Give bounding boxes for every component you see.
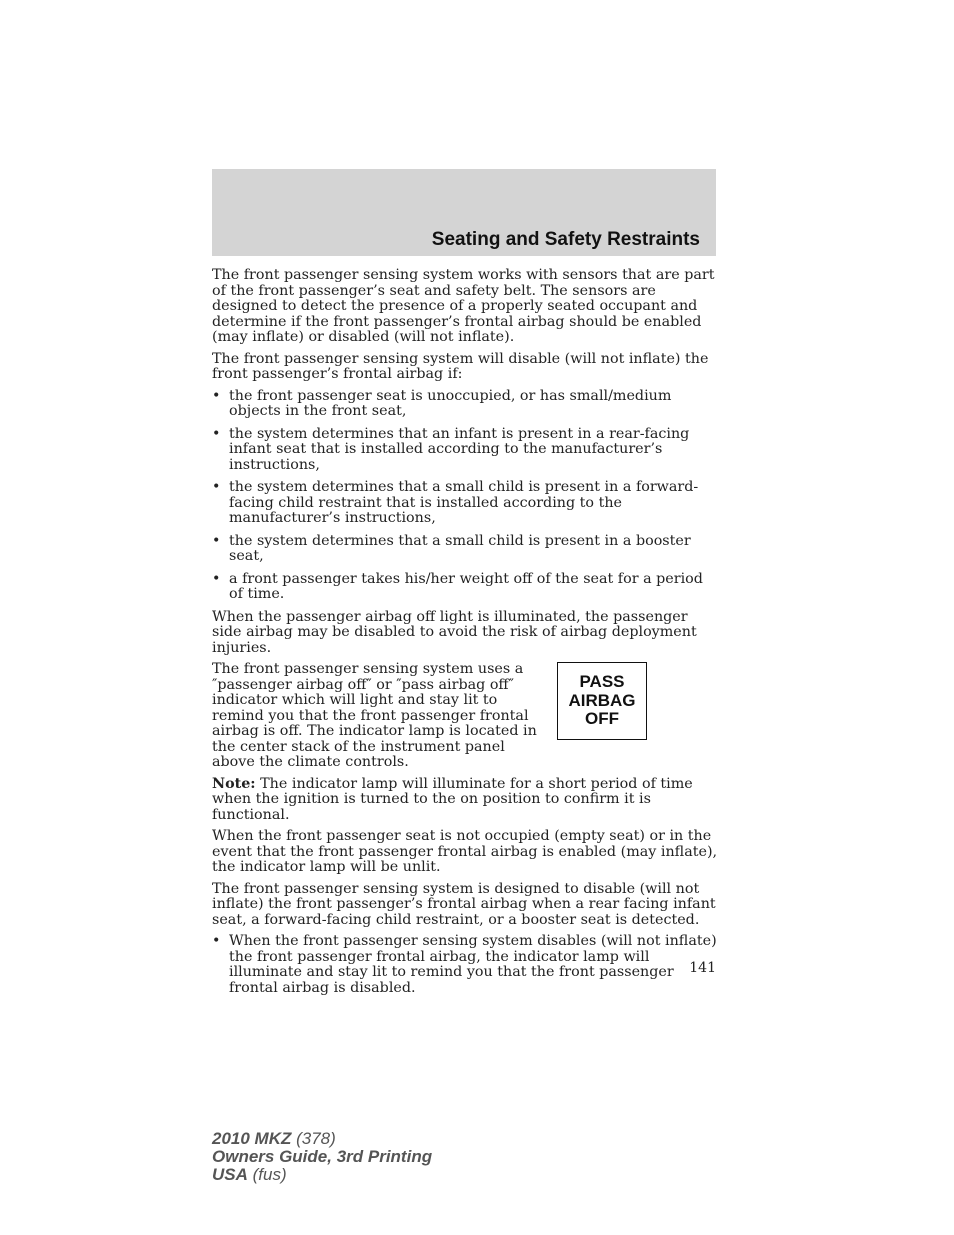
page-content	[212, 268, 718, 1003]
footer	[212, 1130, 432, 1184]
list-item: • the system determines that an infant is present in a rear-facing infant seat that is installed according to the manufacturer’s instructions,	[212, 427, 718, 474]
footer-region-line	[212, 1166, 432, 1184]
note-paragraph	[212, 777, 718, 824]
footer-region-code: (fus)	[252, 1165, 287, 1184]
section-title: Seating and Safety Restraints	[431, 229, 700, 250]
indicator-line-2: AIRBAG	[568, 690, 636, 710]
note-label: Note:	[212, 775, 256, 792]
airbag-off-light-paragraph: When the passenger airbag off light is illuminated, the passenger side airbag may be disabled to avoid the risk of airbag deployment injuries.	[212, 608, 697, 656]
disable-conditions-list	[212, 389, 718, 603]
unoccupied-paragraph: When the front passenger seat is not occupied (empty seat) or in the event that the front passenger frontal airbag is enabled (may inflate), the indicator lamp will be unlit.	[212, 828, 718, 875]
list-item: • the front passenger seat is unoccupied, or has small/medium objects in the front seat,	[212, 389, 718, 420]
section-header-band	[212, 169, 716, 256]
intro-paragraph: The front passenger sensing system works with sensors that are part of the front passenger’s seat and safety belt. The sensors are designed to detect the presence of a properly seated occupant and determine if the front passenger’s frontal airbag should be enabled (may inflate) or disabled (will not inflate).	[212, 267, 715, 345]
note-text: The indicator lamp will illuminate for a short period of time when the ignition is turned to the on position to confirm it is functional.	[212, 775, 693, 823]
footer-model-line	[212, 1130, 432, 1148]
list-item: • a front passenger takes his/her weight off of the seat for a period of time.	[212, 572, 718, 603]
list-item: • When the front passenger sensing system disables (will not inflate) the front passenger frontal airbag, the indicator lamp will illuminate and stay lit to remind you that the front passenger frontal airbag is disabled.	[212, 934, 718, 996]
page-number: 141	[689, 960, 716, 976]
list-item: • the system determines that a small child is present in a forward-facing child restraint that is installed according to the manufacturer’s instructions,	[212, 480, 718, 527]
indicator-line-3: OFF	[585, 709, 619, 729]
indicator-paragraph: The front passenger sensing system uses a ″passenger airbag off″ or ″pass airbag off″ indicator which will light and stay lit to remind you that the front passenger frontal airbag is off. The indicator lamp is located in the center stack of the instrument panel above the climate controls.	[212, 661, 537, 770]
designed-paragraph: The front passenger sensing system is designed to disable (will not inflate) the front passenger’s frontal airbag when a rear facing infant seat, a forward-facing child restraint, or a booster seat is detected.	[212, 880, 716, 928]
footer-model: 2010 MKZ	[212, 1129, 292, 1148]
pass-airbag-off-indicator-icon	[557, 662, 647, 740]
footer-region: USA	[212, 1165, 248, 1184]
disable-lead-paragraph: The front passenger sensing system will disable (will not inflate) the front passenger’s frontal airbag if:	[212, 350, 709, 382]
footer-model-code: (378)	[296, 1129, 336, 1148]
footer-guide: Owners Guide, 3rd Printing	[212, 1147, 433, 1166]
indicator-line-1: PASS	[579, 672, 625, 692]
footer-guide-line	[212, 1148, 432, 1166]
list-item: • the system determines that a small child is present in a booster seat,	[212, 534, 718, 565]
